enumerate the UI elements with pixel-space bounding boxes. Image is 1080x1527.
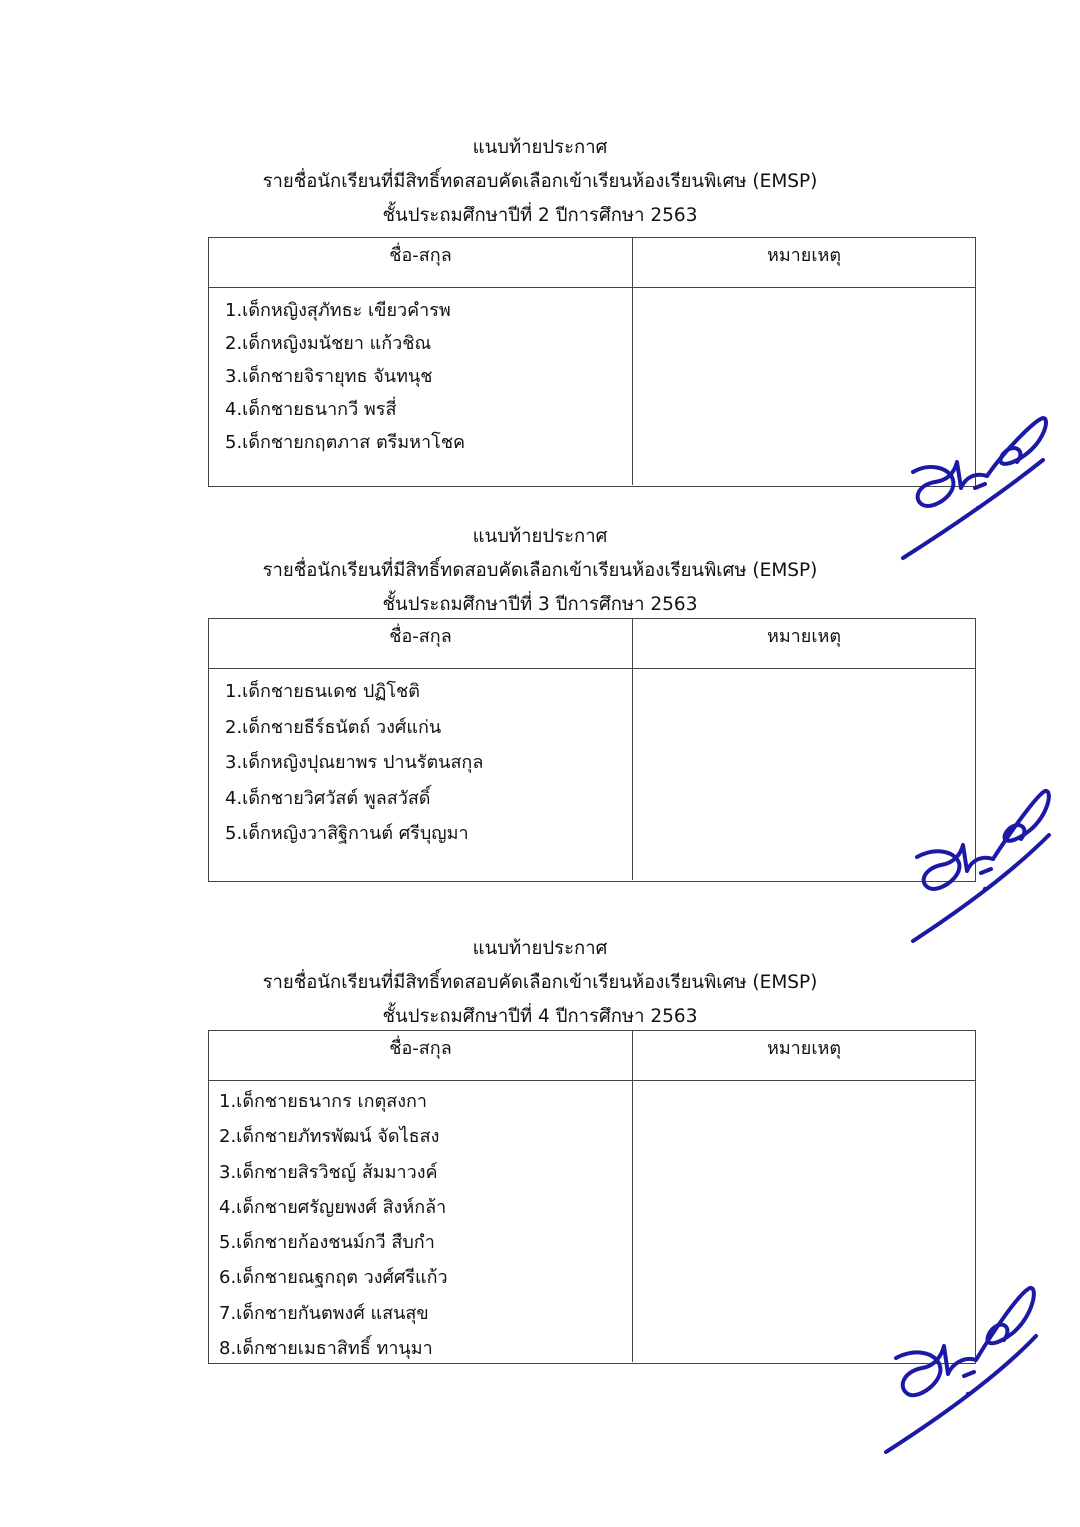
section-grade-2: [0, 131, 1080, 233]
section-subheading: รายชื่อนักเรียนที่มีสิทธิ์ทดสอบคัดเลือกเข้าเรียนห้องเรียนพิเศษ (EMSP): [262, 972, 818, 993]
list-item: 2.เด็กชายธีร์ธนัตถ์ วงศ์แก่น: [225, 716, 442, 738]
list-item: 3.เด็กชายจิรายุทธ จันทนุช: [225, 366, 433, 387]
student-list: [209, 1081, 632, 1366]
section-heading: แนบท้ายประกาศ: [472, 137, 608, 158]
section-heading: แนบท้ายประกาศ: [472, 938, 608, 959]
student-list: [209, 669, 632, 852]
column-header-note: หมายเหตุ: [766, 626, 842, 647]
section-subheading: รายชื่อนักเรียนที่มีสิทธิ์ทดสอบคัดเลือกเข้าเรียนห้องเรียนพิเศษ (EMSP): [262, 171, 818, 192]
list-item: 6.เด็กชายณฐกฤต วงศ์ศรีแก้ว: [219, 1267, 448, 1289]
list-item: 7.เด็กชายกันตพงศ์ แสนสุข: [219, 1302, 429, 1324]
section-grade-4: [0, 932, 1080, 1034]
column-header-name: ชื่อ-สกุล: [209, 619, 633, 668]
table-body: [209, 669, 975, 880]
list-item: 3.เด็กชายสิรวิชญ์ ส้มมาวงค์: [219, 1161, 438, 1183]
column-header-name: ชื่อ-สกุล: [209, 1031, 633, 1080]
grade-line: ชั้นประถมศึกษาปีที่ 4 ปีการศึกษา 2563: [382, 1006, 698, 1027]
signature-2: [905, 785, 1065, 945]
column-header-name: ชื่อ-สกุล: [209, 238, 633, 287]
section-subheading: รายชื่อนักเรียนที่มีสิทธิ์ทดสอบคัดเลือกเข้าเรียนห้องเรียนพิเศษ (EMSP): [262, 560, 818, 581]
signature-3: [880, 1280, 1045, 1455]
list-item: 4.เด็กชายศรัญยพงศ์ สิงห์กล้า: [219, 1196, 447, 1218]
section-heading: แนบท้ายประกาศ: [472, 526, 608, 547]
list-item: 4.เด็กชายวิศวัสต์ พูลสวัสดิ์: [225, 787, 431, 809]
list-item: 1.เด็กหญิงสุภัทธะ เขียวคำรพ: [225, 300, 451, 321]
table-body: [209, 288, 975, 485]
list-item: 1.เด็กชายธนเดช ปฏิโชติ: [225, 681, 420, 702]
student-table-grade-4: [208, 1030, 976, 1364]
list-item: 4.เด็กชายธนากวี พรสี่: [225, 399, 397, 420]
signature-1: [895, 410, 1055, 565]
table-header: [209, 238, 975, 288]
table-body: [209, 1081, 975, 1362]
student-table-grade-3: [208, 618, 976, 882]
list-item: 2.เด็กชายภัทรพัฒน์ จัดไธสง: [219, 1126, 440, 1148]
table-header: [209, 619, 975, 669]
column-header-note: หมายเหตุ: [766, 245, 842, 266]
list-item: 5.เด็กชายกฤตภาส ตรีมหาโชค: [225, 432, 466, 453]
grade-line: ชั้นประถมศึกษาปีที่ 2 ปีการศึกษา 2563: [382, 205, 698, 226]
table-header: [209, 1031, 975, 1081]
student-list: [209, 288, 632, 459]
list-item: 1.เด็กชายธนากร เกตุสงกา: [219, 1091, 427, 1112]
student-table-grade-2: [208, 237, 976, 487]
name-cell: [209, 669, 633, 880]
list-item: 2.เด็กหญิงมนัชยา แก้วชิณ: [225, 333, 432, 354]
list-item: 8.เด็กชายเมธาสิทธิ์ ทานุมา: [219, 1338, 433, 1360]
list-item: 5.เด็กชายก้องชนม์กวี สืบกำ: [219, 1232, 435, 1254]
name-cell: [209, 1081, 633, 1362]
column-header-note: หมายเหตุ: [766, 1038, 842, 1059]
list-item: 5.เด็กหญิงวาสิฐิกานต์ ศรีบุญมา: [225, 823, 469, 844]
grade-line: ชั้นประถมศึกษาปีที่ 3 ปีการศึกษา 2563: [382, 594, 698, 615]
list-item: 3.เด็กหญิงปุณยาพร ปานรัตนสกุล: [225, 752, 484, 773]
name-cell: [209, 288, 633, 485]
